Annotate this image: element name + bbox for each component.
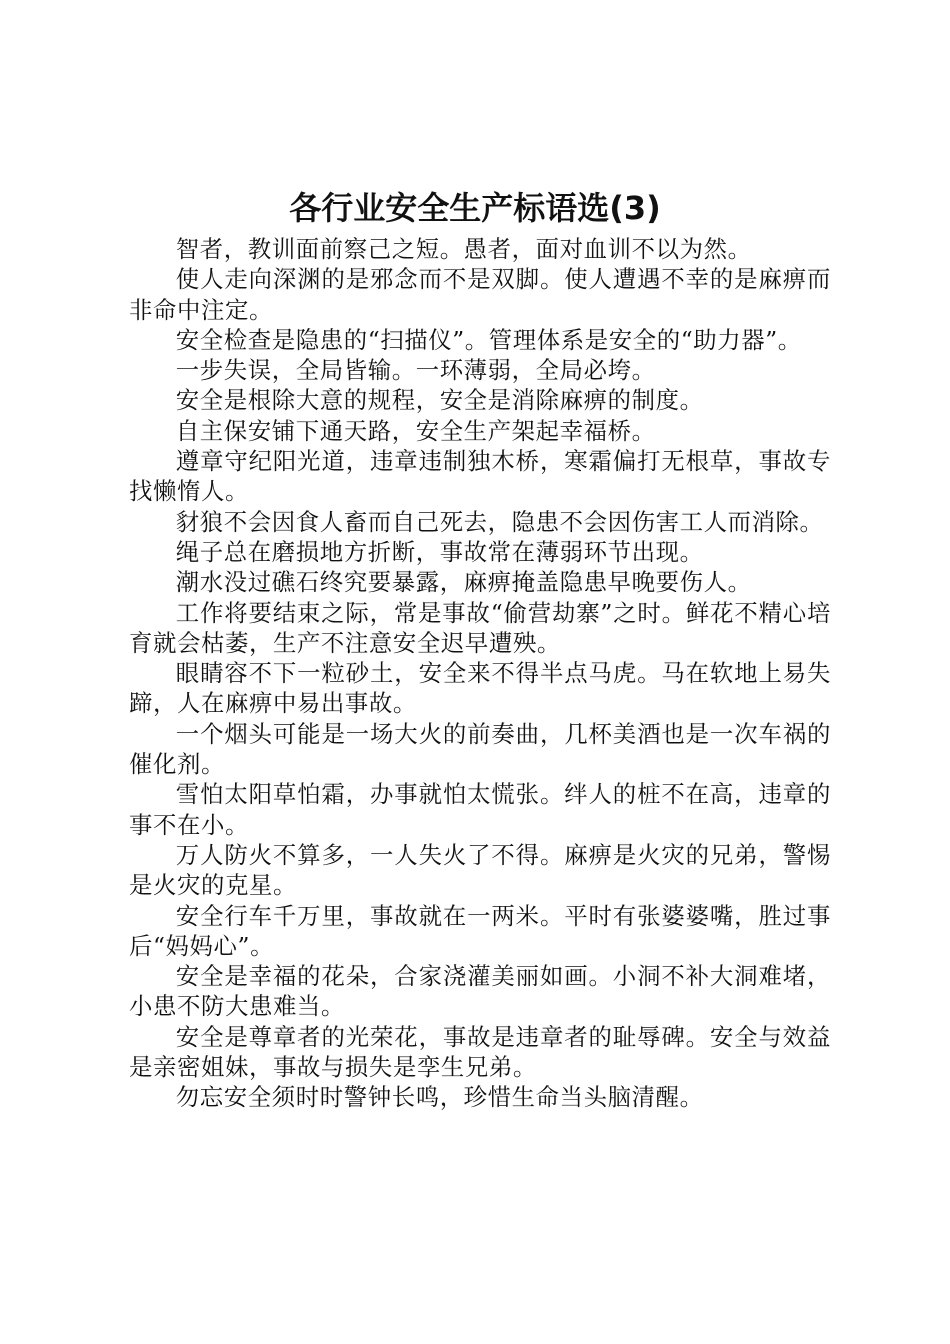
paragraph: 眼睛容不下一粒砂土，安全来不得半点马虎。马在软地上易失蹄，人在麻痹中易出事故。 [129, 659, 831, 718]
paragraph: 一个烟头可能是一场大火的前奏曲，几杯美酒也是一次车祸的催化剂。 [129, 719, 831, 779]
paragraph: 自主保安铺下通天路，安全生产架起幸福桥。 [175, 416, 656, 445]
paragraph: 潮水没过礁石终究要暴露，麻痹掩盖隐患早晚要伤人。 [175, 568, 752, 597]
paragraph: 使人走向深渊的是邪念而不是双脚。使人遭遇不幸的是麻痹而非命中注定。 [129, 265, 831, 324]
paragraph: 安全是尊章者的光荣花，事故是违章者的耻辱碑。安全与效益是亲密姐妹，事故与损失是孪生兄弟。 [129, 1022, 831, 1082]
paragraph: 智者，教训面前察己之短。愚者，面对血训不以为然。 [175, 235, 752, 263]
paragraph: 万人防火不算多，一人失火了不得。麻痹是火灾的兄弟，警惕是火灾的克星。 [129, 840, 831, 900]
paragraph: 一步失误，全局皆输。一环薄弱，全局必垮。 [175, 356, 656, 385]
paragraph: 绳子总在磨损地方折断，事故常在薄弱环节出现。 [175, 537, 704, 566]
paragraph: 安全行车千万里，事故就在一两米。平时有张婆婆嘴，胜过事后“妈妈心”。 [129, 901, 831, 960]
document-body [129, 234, 831, 1113]
paragraph: 安全检查是隐患的“扫描仪”。管理体系是安全的“助力器”。 [175, 325, 802, 354]
paragraph: 遵章守纪阳光道，违章违制独木桥，寒霜偏打无根草，事故专找懒惰人。 [129, 447, 831, 506]
paragraph: 工作将要结束之际，常是事故“偷营劫寨”之时。鲜花不精心培育就会枯萎，生产不注意安全迟早遭殃。 [129, 598, 831, 657]
paragraph: 豺狼不会因食人畜而自己死去，隐患不会因伤害工人而消除。 [175, 507, 824, 536]
document-title: 各行业安全生产标语选(3) [289, 189, 661, 227]
paragraph: 勿忘安全须时时警钟长鸣，珍惜生命当头脑清醒。 [175, 1083, 704, 1112]
paragraph: 安全是根除大意的规程，安全是消除麻痹的制度。 [175, 386, 704, 415]
paragraph: 雪怕太阳草怕霜，办事就怕太慌张。绊人的桩不在高，违章的事不在小。 [129, 780, 831, 839]
paragraph: 安全是幸福的花朵，合家浇灌美丽如画。小洞不补大洞难堵，小患不防大患难当。 [129, 962, 831, 1021]
